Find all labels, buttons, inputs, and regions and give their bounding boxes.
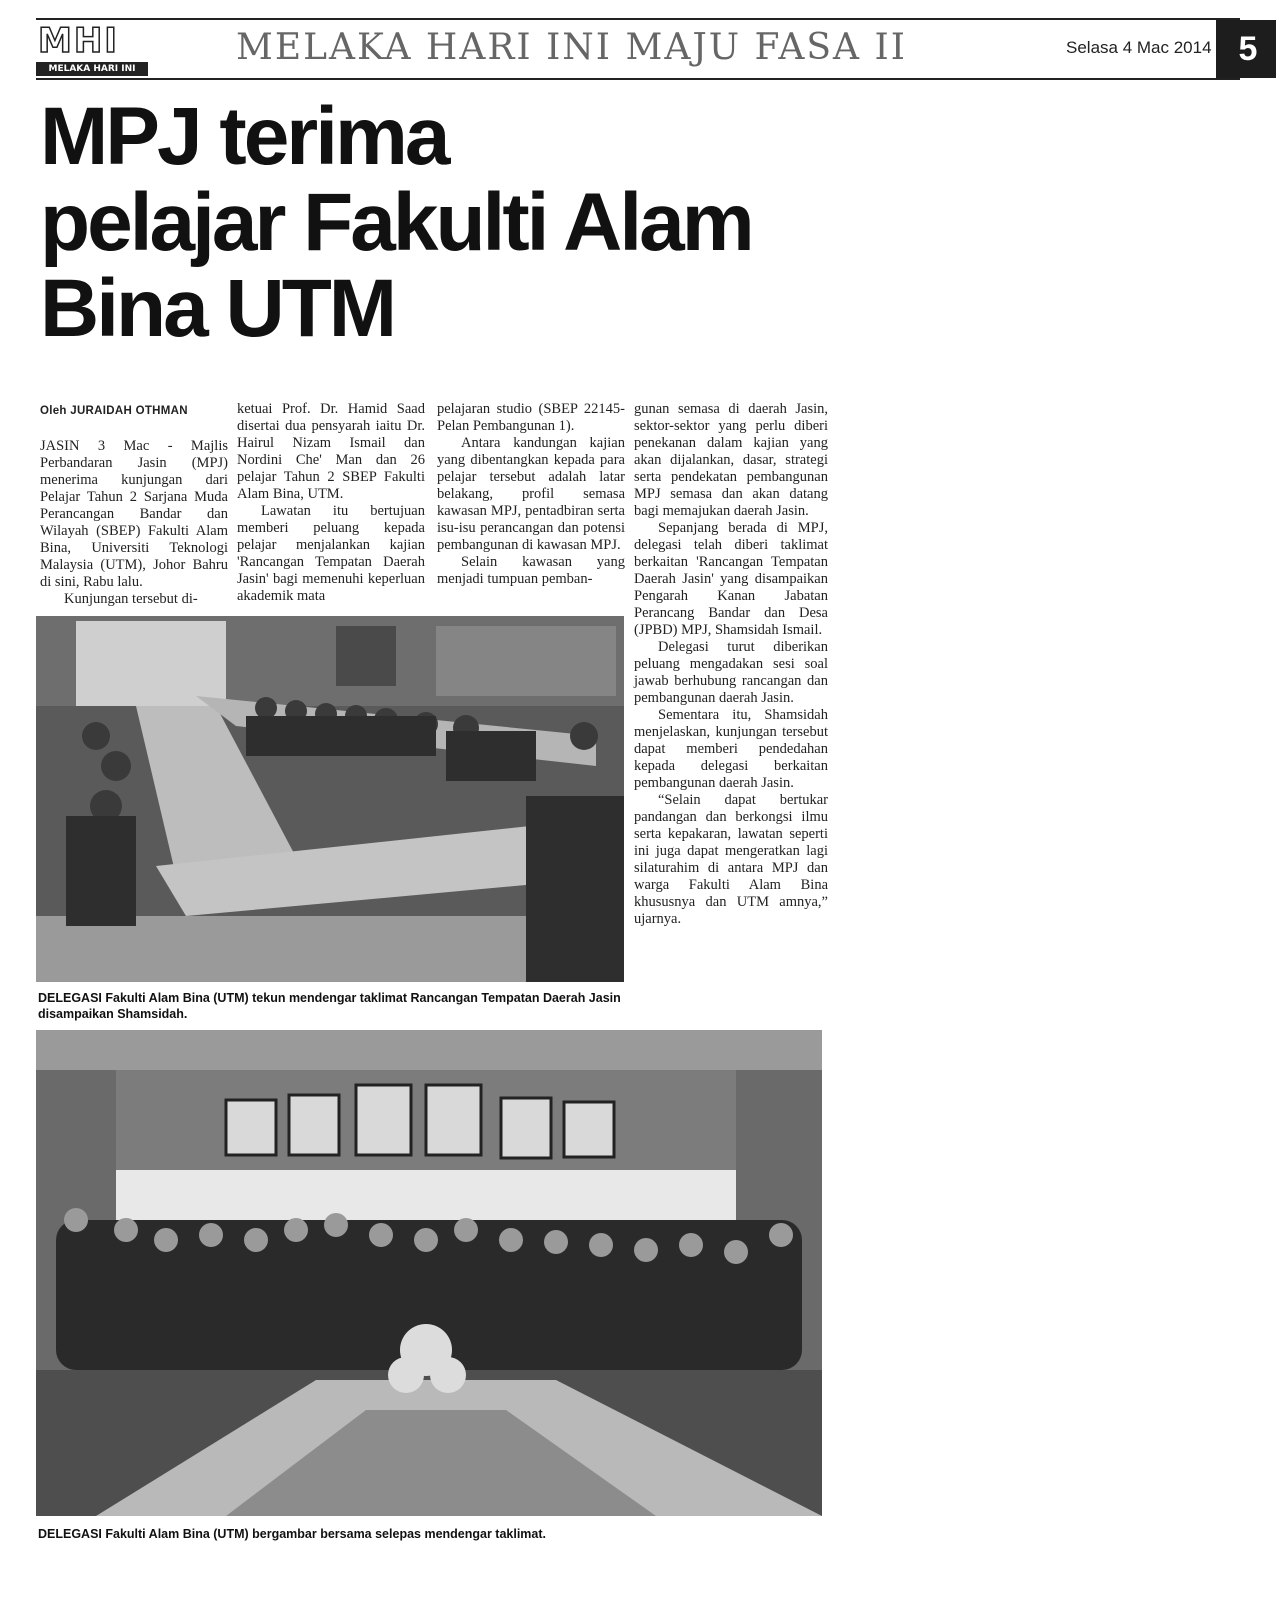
- paragraph: Delegasi turut diberikan peluang mengadakan sesi soal jawab berhubung rancangan dan pembangunan daerah Jasin.: [634, 639, 828, 706]
- photo-group-image: [36, 1030, 822, 1516]
- paragraph: “Selain dapat bertukar pandangan dan berkongsi ilmu serta kepakaran, lawatan seperti ini juga dapat mengeratkan lagi silaturahim di antara MPJ dan warga Fakulti Alam Bina khususnya dan UTM amnya,” ujarnya.: [634, 792, 828, 927]
- mhi-logo: [36, 22, 148, 76]
- paragraph: Sepanjang berada di MPJ, delegasi telah diberi taklimat berkaitan 'Rancangan Tempatan Daerah Jasin' yang disampaikan Pengarah Kanan Jabatan Perancang Bandar dan Desa (JPBD) MPJ, Shamsidah Ismail.: [634, 520, 828, 638]
- paragraph: Lawatan itu bertujuan memberi peluang kepada pelajar menjalankan kajian 'Rancangan Tempatan Daerah Jasin' bagi memenuhi keperluan akademik mata: [237, 503, 425, 604]
- paragraph: JASIN 3 Mac - Majlis Perbandaran Jasin (MPJ) menerima kunjungan dari Pelajar Tahun 2 Sarjana Muda Perancangan Bandar dan Wilayah (SBEP) Fakulti Alam Bina, Universiti Teknologi Malaysia (UTM), Johor Bahru di sini, Rabu lalu.: [40, 438, 228, 590]
- headline-line: MPJ terima: [40, 91, 448, 182]
- paragraph: Sementara itu, Shamsidah menjelaskan, kunjungan tersebut dapat memberi pendedahan kepada delegasi berkaitan pembangunan daerah Jasin.: [634, 707, 828, 791]
- section-title: MELAKA HARI INI MAJU FASA II: [236, 27, 907, 68]
- paragraph: ketuai Prof. Dr. Hamid Saad disertai dua pensyarah iaitu Dr. Hairul Nizam Ismail dan Nordini Che' Man dan 26 pelajar Tahun 2 SBEP Fakulti Alam Bina, UTM.: [237, 401, 425, 502]
- page-number: 5: [1216, 20, 1276, 78]
- paragraph: Selain kawasan yang menjadi tumpuan pemban-: [437, 554, 625, 587]
- article-column-1: [40, 401, 228, 608]
- headline-line: pelajar Fakulti Alam: [40, 177, 752, 268]
- masthead: [36, 18, 1258, 80]
- paragraph: Kunjungan tersebut di-: [64, 591, 198, 607]
- paragraph: Antara kandungan kajian yang dibentangkan kepada para pelajar tersebut adalah latar belakang, profil semasa kawasan MPJ, pentadbiran serta isu-isu perancangan dan potensi pembangunan di kawasan MPJ.: [437, 435, 625, 553]
- photo-caption: DELEGASI Fakulti Alam Bina (UTM) tekun mendengar taklimat Rancangan Tempatan Daerah Jasin disampaikan Shamsidah.: [38, 991, 621, 1021]
- photo-briefing: [36, 616, 624, 982]
- article-column-2: [237, 401, 425, 605]
- headline-line: Bina UTM: [40, 263, 395, 354]
- photo-briefing-image: [36, 616, 624, 982]
- paragraph: pelajaran studio (SBEP 22145-Pelan Pembangunan 1).: [437, 401, 625, 434]
- headline: [40, 91, 840, 354]
- article-column-3: [437, 401, 625, 588]
- logo-text: MELAKA HARI INI: [36, 62, 148, 76]
- byline: Oleh JURAIDAH OTHMAN: [40, 405, 188, 417]
- photo-caption: DELEGASI Fakulti Alam Bina (UTM) bergambar bersama selepas mendengar taklimat.: [38, 1527, 547, 1541]
- page-date: Selasa 4 Mac 2014: [1066, 38, 1212, 57]
- paragraph: gunan semasa di daerah Jasin, sektor-sektor yang perlu diberi penekanan dalam kajian yang akan dijalankan, dasar, strategi serta pendekatan pembangunan MPJ semasa dan akan datang bagi memajukan daerah Jasin.: [634, 401, 828, 519]
- logo-mark: MHI: [38, 21, 119, 61]
- photo-group: [36, 1030, 822, 1516]
- article-column-4: [634, 401, 828, 928]
